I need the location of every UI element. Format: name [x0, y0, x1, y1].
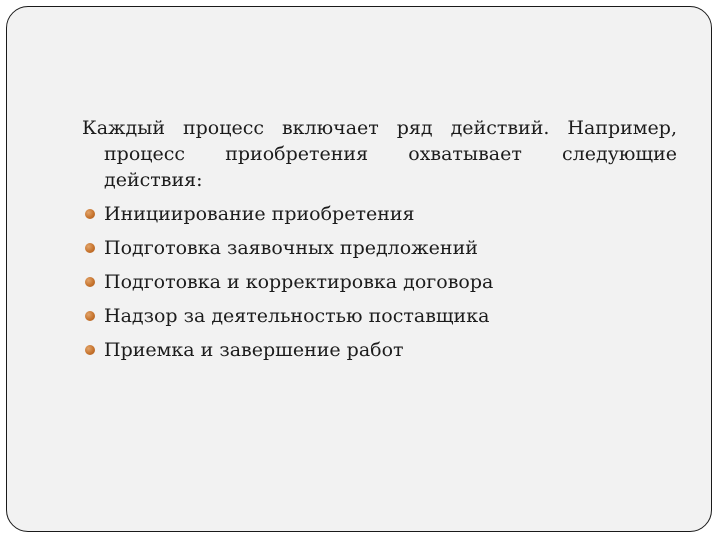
list-item	[82, 235, 677, 261]
list-item	[82, 201, 677, 227]
intro-paragraph: Каждый процесс включает ряд действий. Например, процесс приобретения охватывает следующие действия:	[82, 117, 677, 191]
slide-frame	[6, 6, 712, 532]
bullet-dot-icon	[85, 243, 95, 253]
list-item-text: Надзор за деятельностью поставщика	[104, 305, 490, 327]
bullet-dot-icon	[85, 209, 95, 219]
list-item-text: Приемка и завершение работ	[104, 339, 404, 361]
bullet-dot-icon	[85, 277, 95, 287]
list-item	[82, 303, 677, 329]
slide-content	[82, 115, 677, 371]
list-item	[82, 269, 677, 295]
list-item-text: Подготовка и корректировка договора	[104, 271, 494, 293]
list-item-text: Подготовка заявочных предложений	[104, 237, 478, 259]
list-item	[82, 337, 677, 363]
list-item-text: Инициирование приобретения	[104, 203, 415, 225]
bullet-dot-icon	[85, 311, 95, 321]
bullet-list	[82, 201, 677, 363]
bullet-dot-icon	[85, 345, 95, 355]
